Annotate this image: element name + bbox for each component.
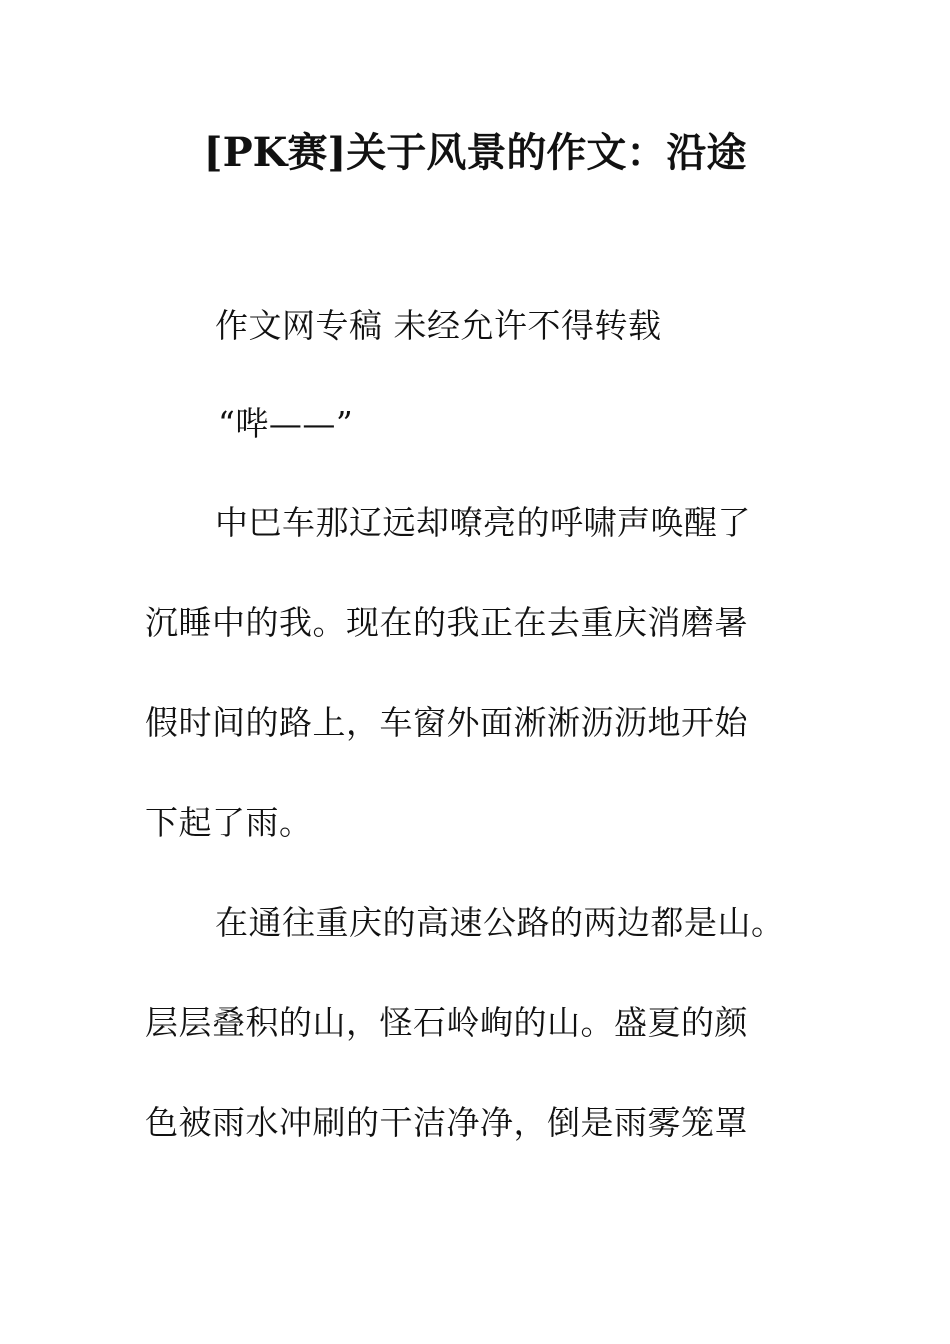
paragraph-line: 下起了雨。: [145, 803, 313, 842]
paragraph-line: 在通往重庆的高速公路的两边都是山。: [215, 903, 785, 942]
paragraph-line: 层层叠积的山，怪石岭峋的山。盛夏的颜: [145, 1003, 748, 1042]
paragraph-line: 中巴车那辽远却嘹亮的呼啸声唤醒了: [215, 503, 751, 542]
paragraph-line: “哔——”: [218, 404, 354, 443]
paragraph-line: 假时间的路上，车窗外面淅淅沥沥地开始: [145, 703, 748, 742]
byline: 作文网专稿 未经允许不得转载: [215, 306, 662, 345]
paragraph-line: 色被雨水冲刷的干洁净净，倒是雨雾笼罩: [145, 1103, 748, 1142]
paragraph-line: 沉睡中的我。现在的我正在去重庆消磨暑: [145, 603, 748, 642]
document-title: [PK赛]关于风景的作文：沿途: [203, 129, 747, 176]
